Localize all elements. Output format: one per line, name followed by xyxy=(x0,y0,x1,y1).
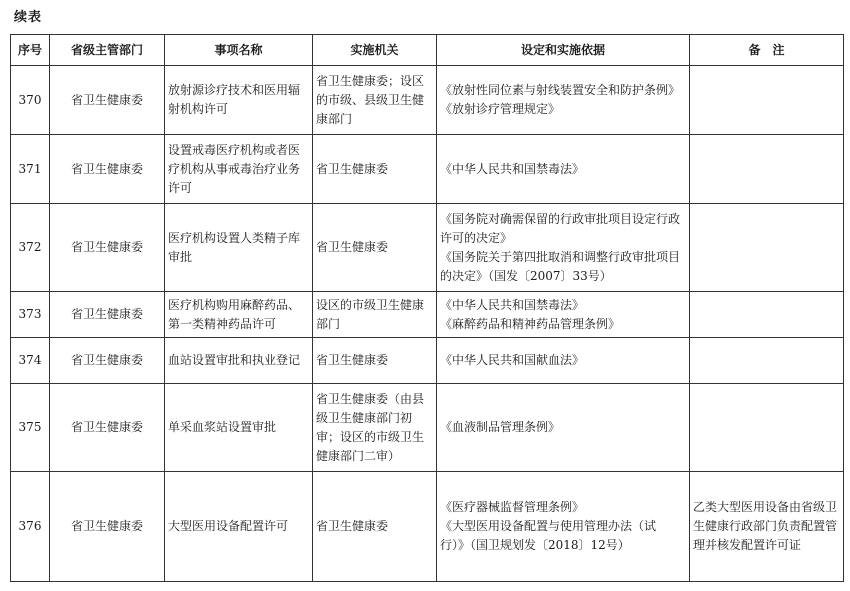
row-basis xyxy=(437,384,690,472)
row-no: 371 xyxy=(11,135,50,204)
basis-line: 《麻醉药品和精神药品管理条例》 xyxy=(440,316,621,331)
table-row xyxy=(11,135,844,204)
row-basis xyxy=(437,292,690,338)
basis-line: 《中华人民共和国禁毒法》 xyxy=(440,161,585,176)
basis-line: 《中华人民共和国献血法》 xyxy=(440,353,585,367)
row-dept: 省卫生健康委 xyxy=(50,384,165,472)
basis-line: 《中华人民共和国禁毒法》 xyxy=(440,297,585,312)
row-agency: 省卫生健康委（由县级卫生健康部门初审；设区的市级卫生健康部门二审） xyxy=(313,384,437,472)
row-remark xyxy=(690,338,844,384)
basis-line: 《放射诊疗管理规定》 xyxy=(440,102,561,116)
row-basis xyxy=(437,204,690,292)
basis-line: 《国务院对确需保留的行政审批项目设定行政许可的决定》 xyxy=(440,211,681,245)
table-caption: 续表 xyxy=(14,10,43,25)
row-remark xyxy=(690,135,844,204)
header-dept: 省级主管部门 xyxy=(50,35,165,66)
table-row xyxy=(11,384,844,472)
row-agency: 省卫生健康委；设区的市级、县级卫生健康部门 xyxy=(313,66,437,135)
row-basis xyxy=(437,66,690,135)
row-basis xyxy=(437,135,690,204)
row-basis xyxy=(437,338,690,384)
row-agency: 省卫生健康委 xyxy=(313,338,437,384)
row-remark: 乙类大型医用设备由省级卫生健康行政部门负责配置管理并核发配置许可证 xyxy=(690,472,844,582)
row-no: 370 xyxy=(11,66,50,135)
row-item: 设置戒毒医疗机构或者医疗机构从事戒毒治疗业务许可 xyxy=(165,135,313,204)
row-no: 375 xyxy=(11,384,50,472)
row-dept: 省卫生健康委 xyxy=(50,292,165,338)
table-header-row xyxy=(11,35,844,66)
row-no: 372 xyxy=(11,204,50,292)
row-remark xyxy=(690,292,844,338)
row-dept: 省卫生健康委 xyxy=(50,66,165,135)
row-item: 大型医用设备配置许可 xyxy=(165,472,313,582)
table-row xyxy=(11,338,844,384)
row-no: 376 xyxy=(11,472,50,582)
row-agency: 省卫生健康委 xyxy=(313,135,437,204)
basis-line: 《医疗器械监督管理条例》 xyxy=(440,500,585,514)
header-basis: 设定和实施依据 xyxy=(437,35,690,66)
row-dept: 省卫生健康委 xyxy=(50,338,165,384)
row-agency: 省卫生健康委 xyxy=(313,204,437,292)
row-dept: 省卫生健康委 xyxy=(50,472,165,582)
row-no: 374 xyxy=(11,338,50,384)
table-row xyxy=(11,66,844,135)
row-item: 单采血浆站设置审批 xyxy=(165,384,313,472)
header-agency: 实施机关 xyxy=(313,35,437,66)
approval-items-table xyxy=(10,34,844,582)
basis-line: 《血液制品管理条例》 xyxy=(440,420,561,434)
row-item: 血站设置审批和执业登记 xyxy=(165,338,313,384)
row-remark xyxy=(690,384,844,472)
row-dept: 省卫生健康委 xyxy=(50,135,165,204)
row-remark xyxy=(690,66,844,135)
row-dept: 省卫生健康委 xyxy=(50,204,165,292)
row-agency: 省卫生健康委 xyxy=(313,472,437,582)
row-remark xyxy=(690,204,844,292)
table-row xyxy=(11,204,844,292)
basis-line: 《国务院关于第四批取消和调整行政审批项目的决定》（国发〔2007〕33号） xyxy=(440,249,681,283)
row-no: 373 xyxy=(11,292,50,338)
header-remark: 备 注 xyxy=(690,35,844,66)
row-agency: 设区的市级卫生健康部门 xyxy=(313,292,437,338)
table-row xyxy=(11,292,844,338)
table-row xyxy=(11,472,844,582)
basis-line: 《大型医用设备配置与使用管理办法（试行）》（国卫规划发〔2018〕12号） xyxy=(440,519,657,552)
row-basis xyxy=(437,472,690,582)
row-item: 医疗机构购用麻醉药品、第一类精神药品许可 xyxy=(165,292,313,338)
header-no: 序号 xyxy=(11,35,50,66)
basis-line: 《放射性同位素与射线装置安全和防护条例》 xyxy=(440,83,681,97)
header-item: 事项名称 xyxy=(165,35,313,66)
row-item: 放射源诊疗技术和医用辐射机构许可 xyxy=(165,66,313,135)
row-item: 医疗机构设置人类精子库审批 xyxy=(165,204,313,292)
